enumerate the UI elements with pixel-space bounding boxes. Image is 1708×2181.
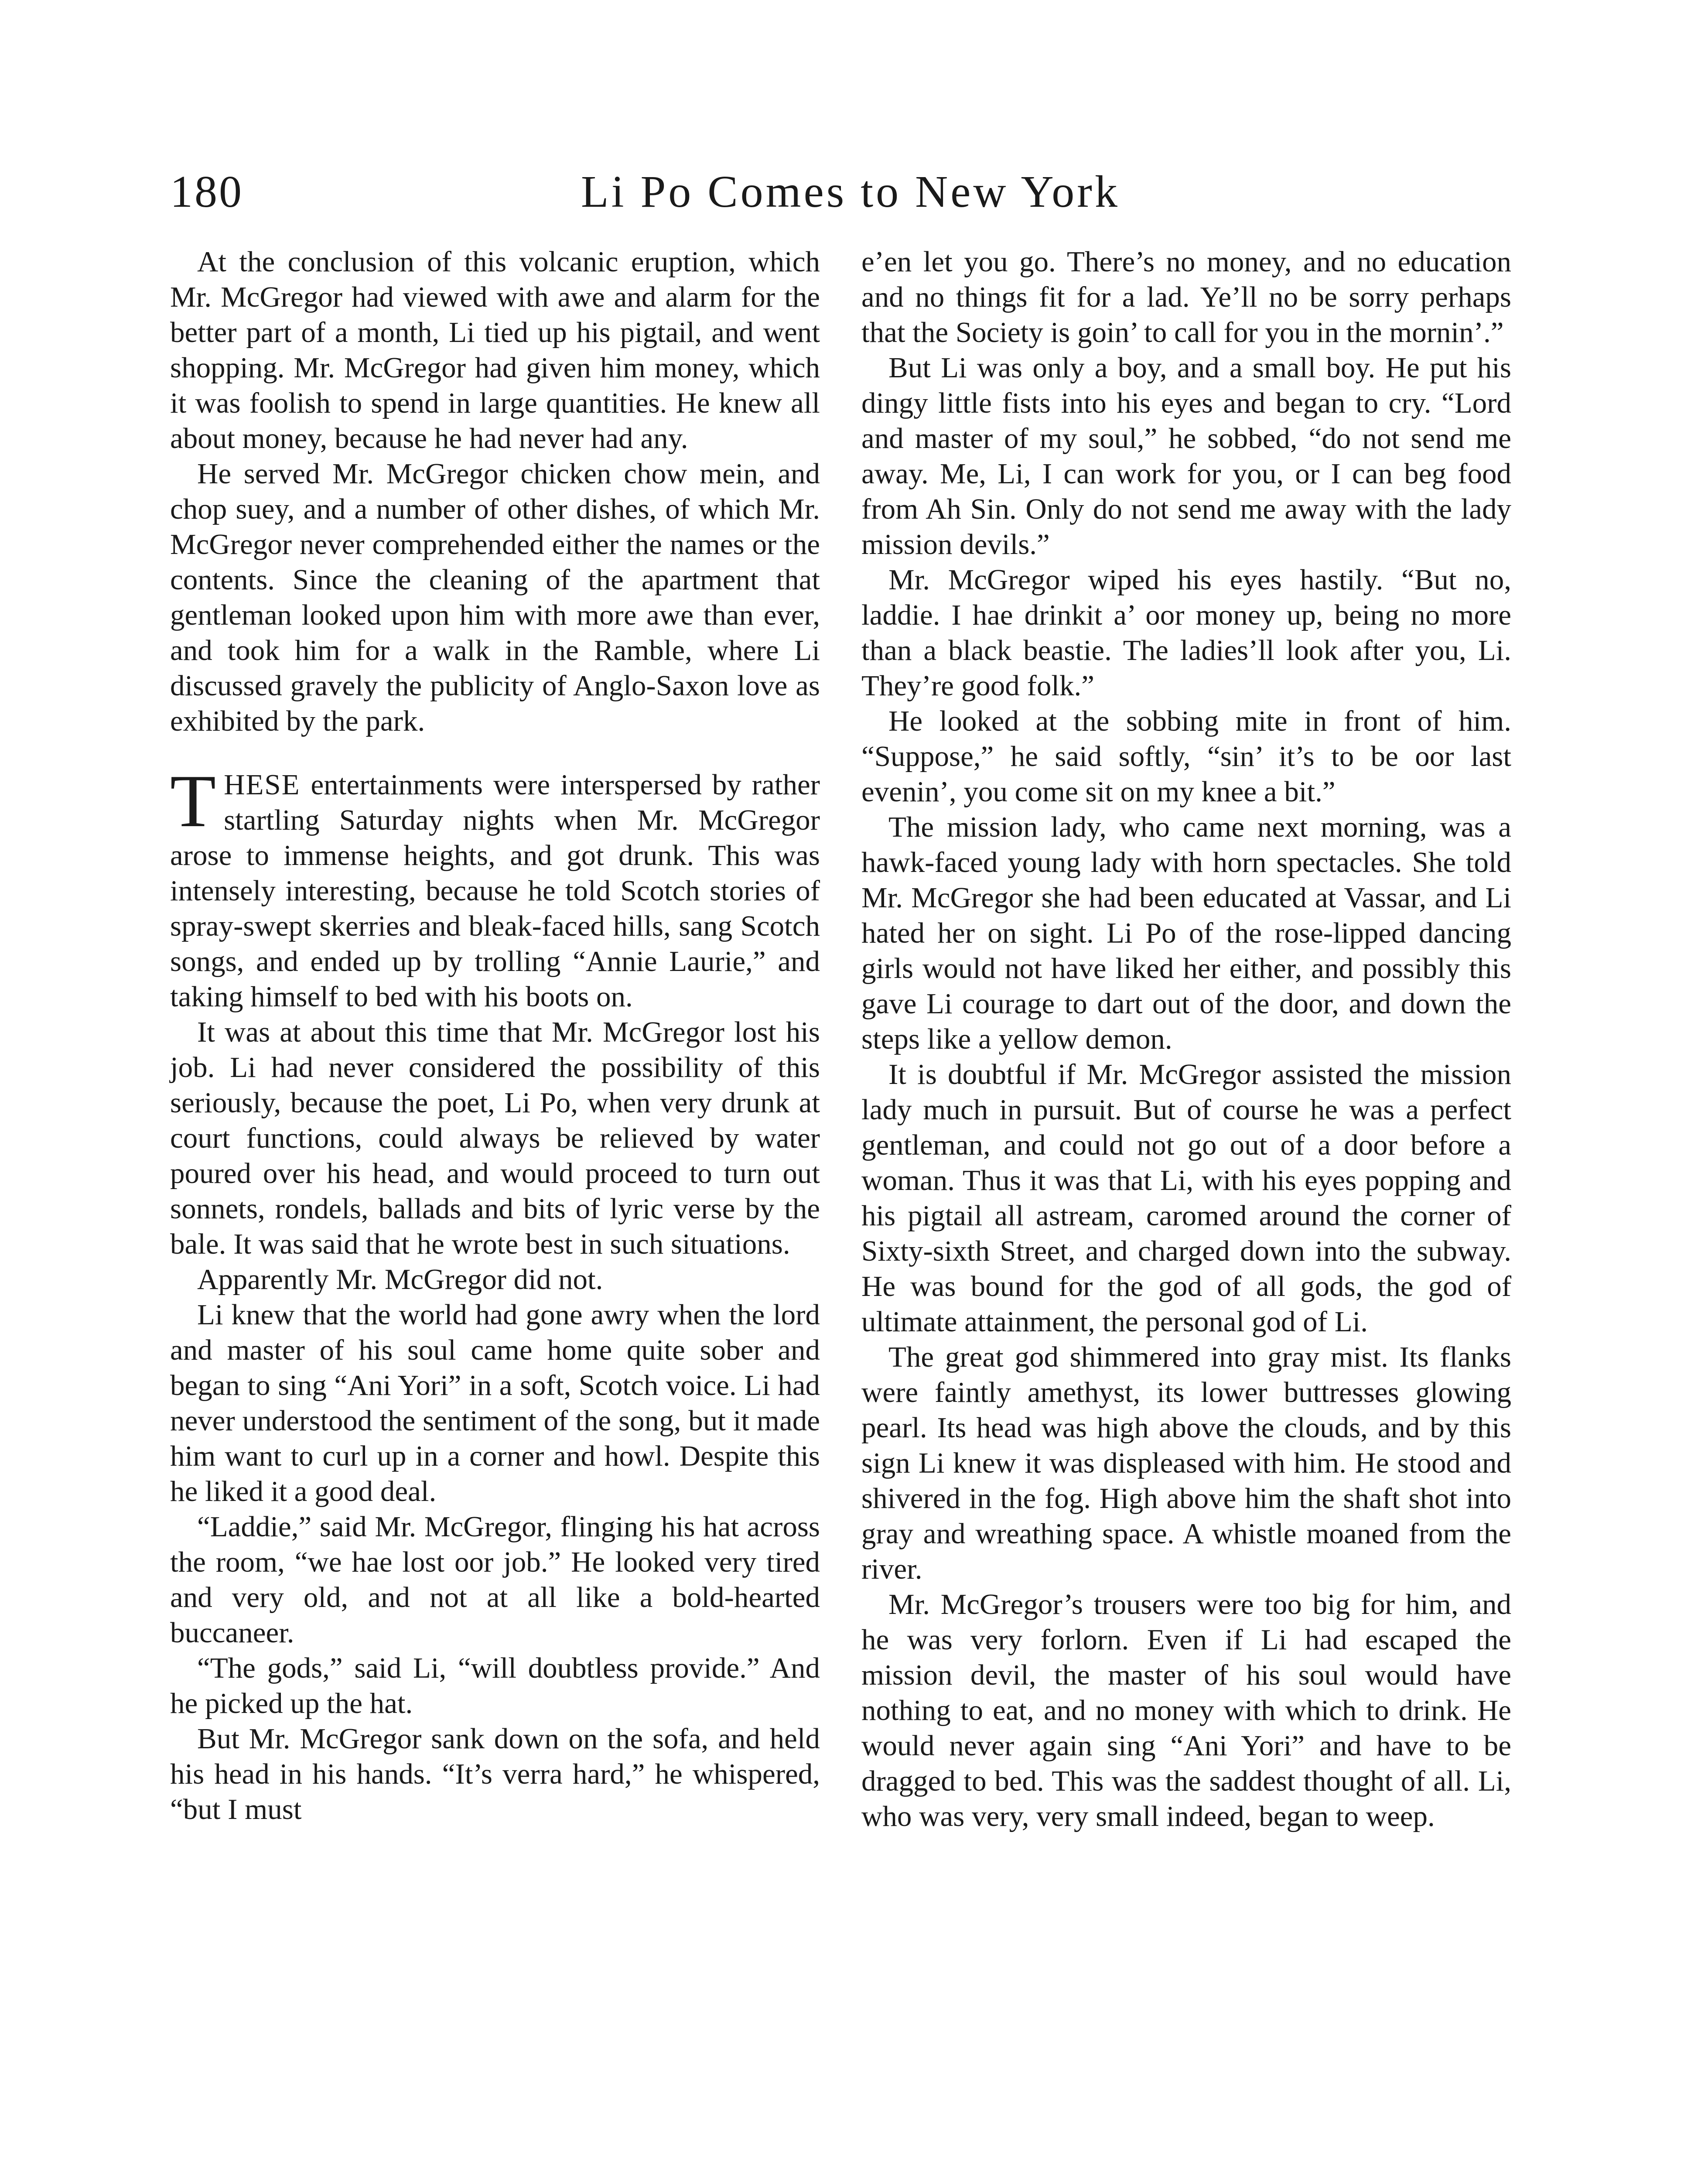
paragraph: It was at about this time that Mr. McGregor lost his job. Li had never considered the possibility of this seriously, because the poet, Li Po, when very drunk at court functions, could always be relieved by water poured over his head, and would proceed to turn out sonnets, rondels, ballads and bits of lyric verse by the bale. It was said that he wrote best in such situations. bbox=[170, 1016, 820, 1260]
paragraph: “Laddie,” said Mr. McGregor, flinging his hat across the room, “we hae lost oor job.” He looked very tired and very old, and not at all like a bold-hearted buccaneer. bbox=[170, 1511, 820, 1649]
paragraph: He served Mr. McGregor chicken chow mein, and chop suey, and a number of other dishes, of which Mr. McGregor never comprehended either the names or the contents. Since the cleaning of the apartment that gentleman looked upon him with more awe than ever, and took him for a walk in the Ramble, where Li discussed gravely the publicity of Anglo-Saxon love as exhibited by the park. bbox=[170, 458, 820, 737]
page-number: 180 bbox=[170, 167, 243, 217]
paragraph: He looked at the sobbing mite in front of him. “Suppose,” he said softly, “sin’ it’s to be oor last evenin’, you come sit on my knee a bit.” bbox=[861, 705, 1511, 808]
page-header bbox=[170, 161, 1531, 222]
paragraph: At the conclusion of this volcanic eruption, which Mr. McGregor had viewed with awe and alarm for the better part of a month, Li tied up his pigtail, and went shopping. Mr. McGregor had given him money, which it was foolish to spend in large quantities. He knew all about money, because he had never had any. bbox=[170, 246, 820, 455]
paragraph: The great god shimmered into gray mist. Its flanks were faintly amethyst, its lower buttresses glowing pearl. Its head was high above the clouds, and by this sign Li knew it was displeased with him. He stood and shivered in the fog. High above him the shaft shot into gray and wreathing space. A whistle moaned from the river. bbox=[861, 1341, 1511, 1585]
paragraph: Mr. McGregor wiped his eyes hastily. “But no, laddie. I hae drinkit a’ oor money up, being no more than a black beastie. The ladies’ll look after you, Li. They’re good folk.” bbox=[861, 564, 1511, 702]
paragraph: The mission lady, who came next morning, was a hawk-faced young lady with horn spectacles. She told Mr. McGregor she had been educated at Vassar, and Li hated her on sight. Li Po of the rose-lipped dancing girls would not have liked her either, and possibly this gave Li courage to dart out of the door, and down the steps like a yellow demon. bbox=[861, 811, 1511, 1055]
section-lead-word: HESE bbox=[224, 769, 301, 801]
paragraph: “The gods,” said Li, “will doubtless provide.” And he picked up the hat. bbox=[170, 1652, 820, 1720]
paragraph: Li knew that the world had gone awry when the lord and master of his soul came home quite sober and began to sing “Ani Yori” in a soft, Scotch voice. Li had never understood the sentiment of the song, but it made him want to curl up in a corner and howl. Despite this he liked it a good deal. bbox=[170, 1299, 820, 1508]
drop-cap: T bbox=[170, 760, 216, 843]
running-title: Li Po Comes to New York bbox=[581, 167, 1120, 217]
paragraph: Mr. McGregor’s trousers were too big for him, and he was very forlorn. Even if Li had escaped the mission devil, the master of his soul would have nothing to eat, and no money with which to drink. He would never again sing “Ani Yori” and have to be dragged to bed. This was the saddest thought of all. Li, who was very, very small indeed, began to weep. bbox=[861, 1588, 1511, 1832]
paragraph: But Mr. McGregor sank down on the sofa, and held his head in his hands. “It’s verra hard,” he whispered, “but I must bbox=[170, 1723, 820, 1825]
paragraph: It is doubtful if Mr. McGregor assisted the mission lady much in pursuit. But of course he was a perfect gentleman, and could not go out of a door before a woman. Thus it was that Li, with his eyes popping and his pigtail all astream, caromed around the corner of Sixty-sixth Street, and charged down into the subway. He was bound for the god of all gods, the god of ultimate attainment, the personal god of Li. bbox=[861, 1058, 1511, 1338]
section-text: entertainments were interspersed by rather startling Saturday nights when Mr. McGregor arose to immense heights, and got drunk. This was intensely interesting, because he told Scotch stories of spray-swept skerries and bleak-faced hills, sang Scotch songs, and ended up by trolling “Annie Laurie,” and taking himself to bed with his boots on. bbox=[170, 769, 820, 1013]
left-column bbox=[170, 244, 820, 1827]
paragraph: But Li was only a boy, and a small boy. He put his dingy little fists into his eyes and began to cry. “Lord and master of my soul,” he sobbed, “do not send me away. Me, Li, I can work for you, or I can beg food from Ah Sin. Only do not send me away with the lady mission devils.” bbox=[861, 352, 1511, 561]
right-column bbox=[861, 244, 1511, 1834]
paragraph: Apparently Mr. McGregor did not. bbox=[197, 1263, 603, 1296]
section-opening-paragraph bbox=[170, 760, 820, 1015]
continued-paragraph: e’en let you go. There’s no money, and no education and no things fit for a lad. Ye’ll no be sorry perhaps that the Society is goin’ to call for you in the mornin’.” bbox=[861, 246, 1511, 349]
